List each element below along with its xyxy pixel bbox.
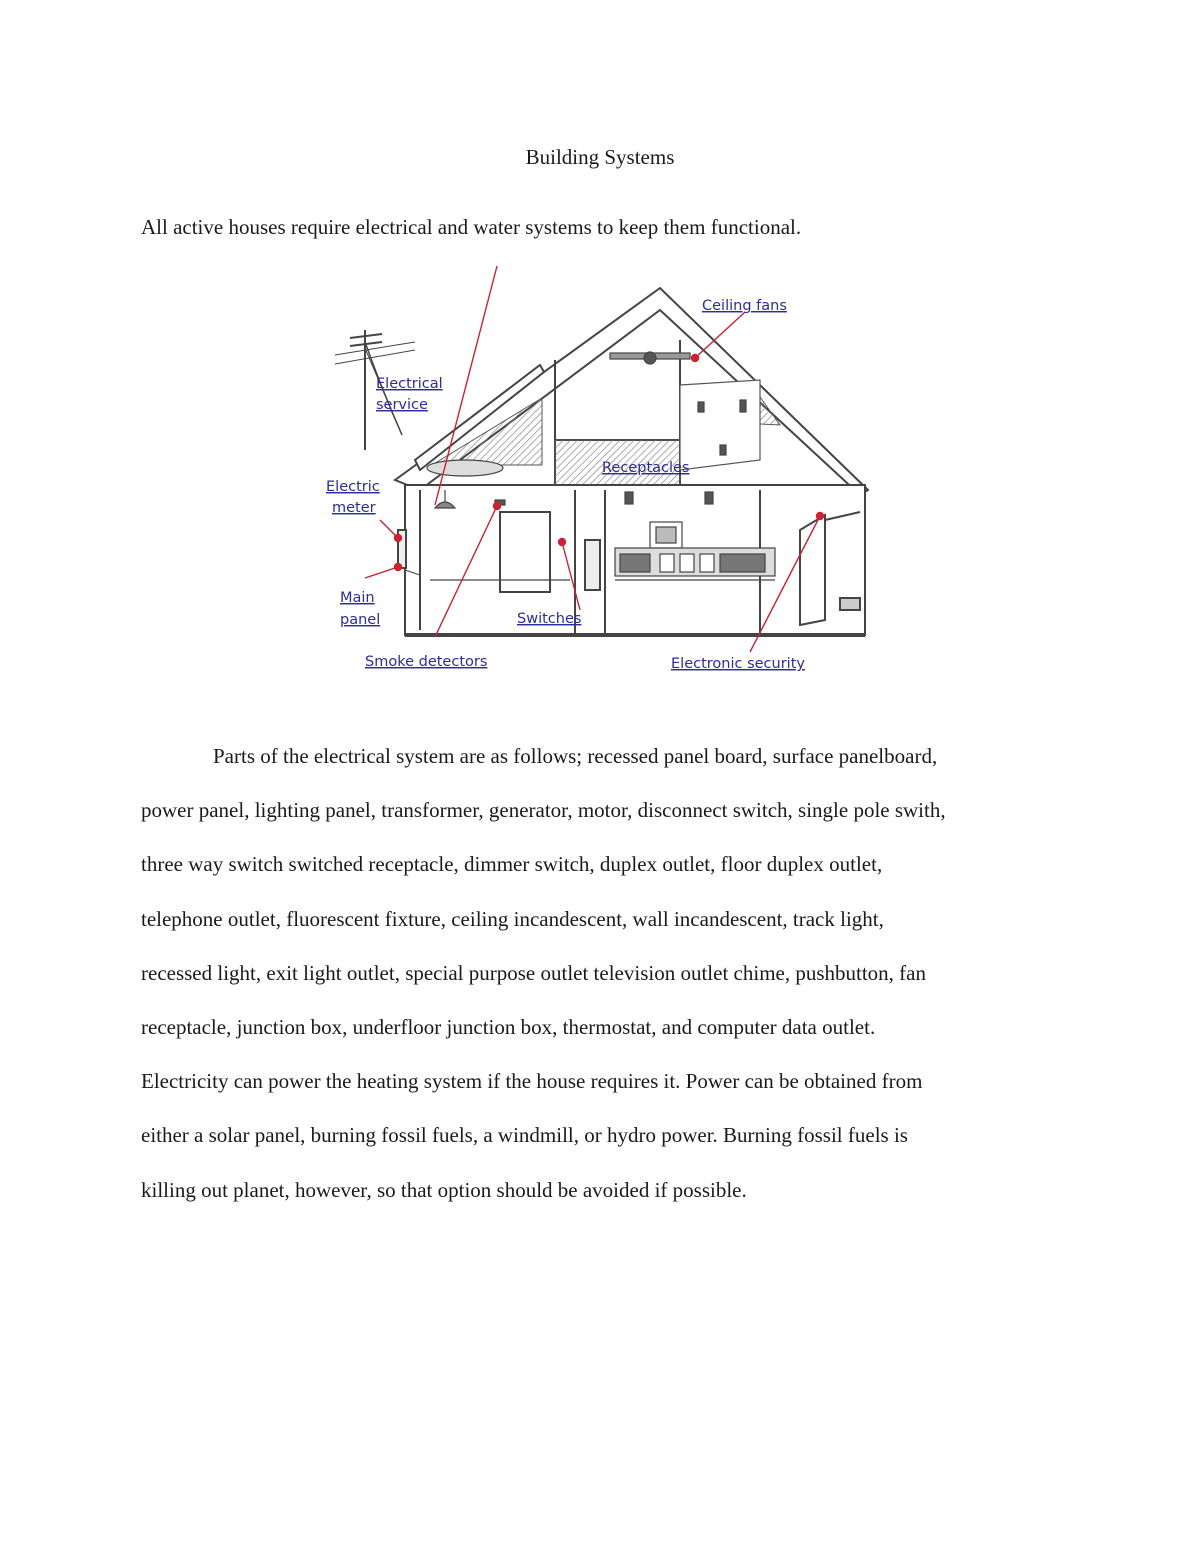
- label-switches: Switches: [517, 611, 582, 627]
- label-smoke-detectors: Smoke detectors: [365, 654, 488, 670]
- paragraph-line: recessed light, exit light outlet, special purpose outlet television outlet chime, pushbutton, fan: [141, 960, 926, 985]
- panel-marker: [395, 564, 402, 571]
- paragraph-line: either a solar panel, burning fossil fuels, a windmill, or hydro power. Burning fossil fuels is: [141, 1123, 908, 1148]
- switch-marker: [559, 539, 566, 546]
- label-electronic-security: Electronic security: [671, 656, 805, 672]
- label-electric-meter-1: Electric: [326, 479, 380, 495]
- paragraph-line: Parts of the electrical system are as follows; recessed panel board, surface panelboard,: [213, 744, 938, 768]
- label-receptacles: Receptacles: [602, 460, 690, 476]
- paragraph-line: power panel, lighting panel, transformer, generator, motor, disconnect switch, single pole swith,: [141, 798, 946, 823]
- house-electrical-diagram: [320, 280, 880, 680]
- paragraph-line: killing out planet, however, so that option should be avoided if possible.: [141, 1177, 747, 1202]
- house-illustration: [320, 280, 880, 680]
- label-electrical-service-1: Electrical: [376, 376, 443, 392]
- electrical-system-paragraph: [141, 729, 1061, 1217]
- smoke-detector-marker: [494, 503, 501, 510]
- ceiling-fan-marker: [692, 355, 699, 362]
- paragraph-line: telephone outlet, fluorescent fixture, ceiling incandescent, wall incandescent, track light,: [141, 906, 884, 931]
- paragraph-line: Electricity can power the heating system if the house requires it. Power can be obtained from: [141, 1069, 923, 1094]
- label-main-panel-2: panel: [340, 612, 381, 628]
- intro-sentence: All active houses require electrical and water systems to keep them functional.: [141, 215, 802, 239]
- paragraph-line: three way switch switched receptacle, dimmer switch, duplex outlet, floor duplex outlet,: [141, 852, 883, 877]
- security-marker: [817, 513, 824, 520]
- label-ceiling-fans: Ceiling fans: [702, 298, 787, 314]
- label-main-panel-1: Main: [340, 590, 375, 606]
- meter-marker: [395, 535, 402, 542]
- label-electrical-service-2: service: [376, 397, 428, 413]
- label-electric-meter-2: meter: [332, 500, 376, 516]
- paragraph-line: receptacle, junction box, underfloor junction box, thermostat, and computer data outlet.: [141, 1014, 876, 1039]
- document-title: Building Systems: [525, 145, 675, 169]
